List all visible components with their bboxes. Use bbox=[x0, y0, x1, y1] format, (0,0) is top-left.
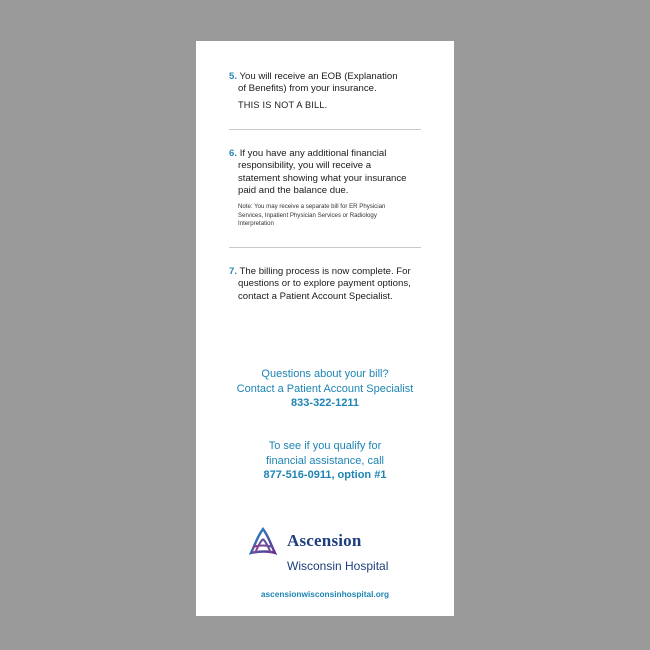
ascension-logo bbox=[249, 527, 419, 577]
financial-assistance-contact bbox=[196, 439, 454, 483]
billing-contact bbox=[196, 367, 454, 411]
step-text-line: paid and the balance due. bbox=[238, 184, 349, 196]
contact-line: To see if you qualify for bbox=[268, 440, 382, 452]
step-text-line: responsibility, you will receive a bbox=[238, 160, 372, 172]
step-number: 5. bbox=[229, 71, 238, 82]
note-line: Services, Inpatient Physician Services or Radiology bbox=[238, 211, 377, 219]
contact-line: Contact a Patient Account Specialist bbox=[236, 382, 414, 395]
step-text-line: You will receive an EOB (Explanation bbox=[239, 71, 398, 82]
step-text-line: of Benefits) from your insurance. bbox=[238, 83, 377, 95]
hospital-name: Wisconsin Hospital bbox=[287, 559, 389, 573]
step-text-line: statement showing what your insurance bbox=[238, 172, 407, 184]
step-5 bbox=[229, 71, 424, 110]
separate-bill-note bbox=[229, 203, 424, 229]
note-line: Interpretation bbox=[238, 220, 274, 228]
ascension-trinity-knot-logo-icon bbox=[249, 527, 277, 557]
divider bbox=[229, 247, 421, 248]
contact-line: Questions about your bill? bbox=[261, 368, 389, 380]
divider bbox=[229, 129, 421, 130]
step-text-line: contact a Patient Account Specialist. bbox=[238, 290, 393, 302]
brand-name: Ascension bbox=[287, 531, 362, 550]
assistance-phone-number[interactable]: 877-516-0911, option #1 bbox=[263, 469, 387, 482]
step-text-line: If you have any additional financial bbox=[239, 148, 387, 159]
note-line: Note: You may receive a separate bill for ER Physician bbox=[238, 203, 386, 211]
step-number: 7. bbox=[229, 266, 238, 277]
not-a-bill-notice: THIS IS NOT A BILL. bbox=[238, 99, 328, 110]
brochure-panel bbox=[196, 41, 454, 616]
step-text-line: The billing process is now complete. For bbox=[239, 266, 411, 277]
step-text-line: questions or to explore payment options, bbox=[238, 278, 411, 290]
step-7 bbox=[229, 266, 424, 303]
step-number: 6. bbox=[229, 148, 238, 159]
step-6 bbox=[229, 148, 424, 229]
website-link[interactable]: ascensionwisconsinhospital.org bbox=[260, 589, 390, 599]
billing-phone-number[interactable]: 833-322-1211 bbox=[291, 397, 359, 410]
contact-line: financial assistance, call bbox=[265, 454, 384, 467]
